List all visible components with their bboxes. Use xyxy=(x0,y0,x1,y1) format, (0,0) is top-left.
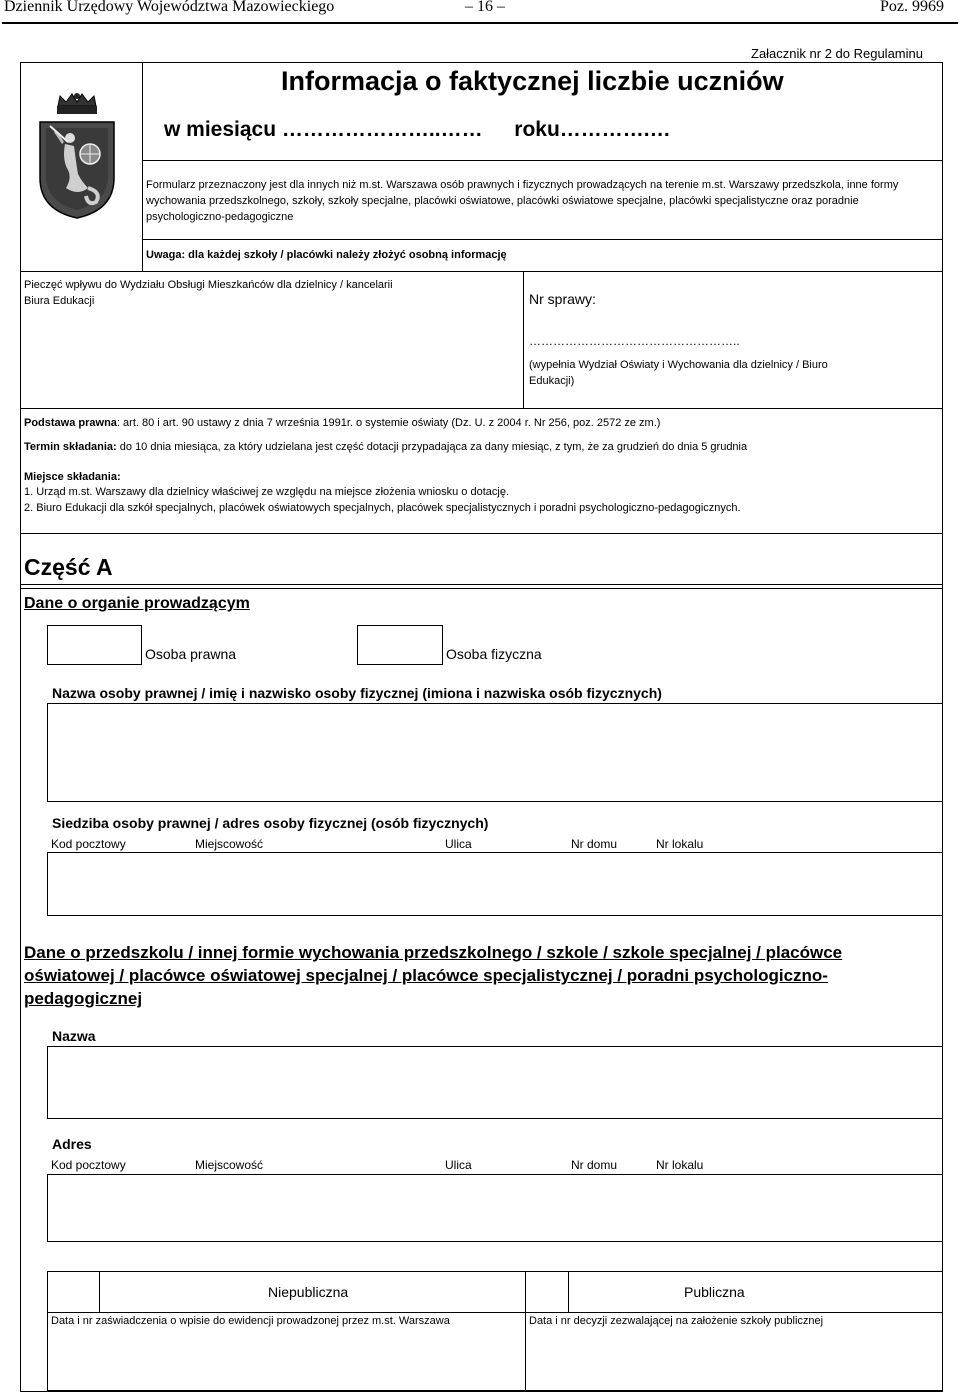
place-2: 2. Biuro Edukacji dla szkół specjalnych, placówek oświatowych specjalnych, placówek specjalistycznych i poradni psychologiczno-pedagogicznych. xyxy=(24,502,741,514)
col-postal: Kod pocztowy xyxy=(51,837,126,851)
school-address-label: Adres xyxy=(52,1136,92,1152)
school-name-field[interactable] xyxy=(47,1046,943,1119)
col-house: Nr domu xyxy=(571,837,618,851)
stamp-label: Pieczęć wpływu do Wydziału Obsługi Mieszkańców dla dzielnicy / kancelarii Biura Edukacji xyxy=(24,279,393,307)
school-col-postal: Kod pocztowy xyxy=(51,1158,126,1172)
school-name-label: Nazwa xyxy=(52,1028,96,1044)
natural-person-checkbox[interactable] xyxy=(357,625,443,665)
rule-1 xyxy=(142,160,942,161)
non-public-note: Data i nr zaświadczenia o wpisie do ewidencji prowadzonej przez m.st. Warszawa xyxy=(51,1315,450,1327)
deadline-text: do 10 dnia miesiąca, za który udzielana jest część dotacji przypadająca za dany miesiąc, z tym, że za grudzień do dnia 5 grudnia xyxy=(116,441,748,453)
school-address-field[interactable] xyxy=(47,1174,943,1242)
year-input[interactable]: ………….… xyxy=(559,118,671,141)
month-input[interactable]: …………………..…… xyxy=(281,118,483,141)
part-a-title: Część A xyxy=(24,554,113,580)
non-public-label: Niepubliczna xyxy=(268,1284,349,1300)
school-type-row xyxy=(47,1271,943,1313)
natural-person-label: Osoba fizyczna xyxy=(446,646,542,662)
school-heading: Dane o przedszkolu / innej formie wychowania przedszkolnego / szkole / szkole specjalnej / placówce oświatowej / placówce oświatowej specjalnej / placówce specjalistycznej / poradni psychologiczno-pedagogicznej xyxy=(24,943,843,1008)
month-year-line xyxy=(164,118,671,142)
rule-3 xyxy=(20,271,942,272)
school-col-street: Ulica xyxy=(445,1158,472,1172)
legal-basis xyxy=(24,417,660,429)
operator-seat-label: Siedziba osoby prawnej / adres osoby fizycznej (osób fizycznych) xyxy=(52,815,489,831)
case-divider xyxy=(523,271,524,408)
frame-bottom xyxy=(20,1391,943,1392)
logo-divider xyxy=(142,62,143,272)
school-col-house: Nr domu xyxy=(571,1158,618,1172)
rule-6b xyxy=(20,588,942,589)
frame-left xyxy=(20,62,21,1392)
col-city: Miejscowość xyxy=(195,837,264,851)
rule-5 xyxy=(20,533,942,534)
non-public-checkbox[interactable] xyxy=(47,1271,100,1313)
col-apartment: Nr lokalu xyxy=(656,837,704,851)
operator-heading: Dane o organie prowadzącym xyxy=(24,595,250,612)
school-col-apartment: Nr lokalu xyxy=(656,1158,704,1172)
public-label: Publiczna xyxy=(684,1284,745,1300)
form-purpose: Formularz przeznaczony jest dla innych niż m.st. Warszawa osób prawnych i fizycznych prowadzących na terenie m.st. Warszawy przedszkola, inne formy wychowania przedszkolnego, szkoły, szkoły specjalne, placówki oświatowe, placówki oświatowe specjalne, placówki specjalistyczne oraz poradnie psychologiczno-pedagogiczne xyxy=(146,179,899,223)
form-title: Informacja o faktycznej liczbie uczniów xyxy=(281,66,784,96)
case-number-input[interactable]: …………………………………………….. xyxy=(529,334,740,348)
deadline-label: Termin składania: xyxy=(24,441,117,453)
month-label: w miesiącu xyxy=(164,118,277,141)
rule-6a xyxy=(20,584,942,585)
attachment-label: Załacznik nr 2 do Regulaminu xyxy=(751,46,923,61)
case-number-hint: (wypełnia Wydział Oświaty i Wychowania dla dzielnicy / Biuro Edukacji) xyxy=(529,359,828,387)
deadline xyxy=(24,441,747,453)
legal-basis-text: : art. 80 i art. 90 ustawy z dnia 7 września 1991r. o systemie oświaty (Dz. U. z 2004 r. Nr 256, poz. 2572 ze zm.) xyxy=(116,417,661,429)
place-label: Miejsce składania: xyxy=(24,471,121,483)
legal-person-checkbox[interactable] xyxy=(47,625,142,665)
school-col-city: Miejscowość xyxy=(195,1158,264,1172)
rule-2 xyxy=(142,239,942,240)
journal-title: Dziennik Urzędowy Województwa Mazowieckiego xyxy=(4,0,335,15)
note: Uwaga: dla każdej szkoły / placówki należy złożyć osobną informację xyxy=(146,249,507,261)
place-1: 1. Urząd m.st. Warszawy dla dzielnicy właściwej ze względu na miejsce złożenia wniosku o dotację. xyxy=(24,486,510,498)
public-note: Data i nr decyzji zezwalającej na założenie szkoły publicznej xyxy=(529,1315,824,1327)
warsaw-coat-of-arms-icon xyxy=(32,92,122,220)
page-number: – 16 – xyxy=(465,0,505,15)
position-number: Poz. 9969 xyxy=(880,0,944,15)
col-street: Ulica xyxy=(445,837,472,851)
frame-top xyxy=(20,62,943,63)
header-rule xyxy=(2,22,958,24)
public-field[interactable] xyxy=(525,1330,943,1391)
operator-address-field[interactable] xyxy=(47,852,943,916)
legal-basis-label: Podstawa prawna xyxy=(24,417,117,429)
rule-4 xyxy=(20,408,942,409)
year-label: roku xyxy=(514,118,560,141)
legal-person-label: Osoba prawna xyxy=(145,646,237,662)
public-checkbox[interactable] xyxy=(525,1271,569,1313)
operator-name-field[interactable] xyxy=(47,703,943,802)
case-number-label: Nr sprawy: xyxy=(529,291,596,307)
non-public-field[interactable] xyxy=(47,1330,526,1391)
operator-name-label: Nazwa osoby prawnej / imię i nazwisko osoby fizycznej (imiona i nazwiska osób fizycznych) xyxy=(52,685,662,701)
